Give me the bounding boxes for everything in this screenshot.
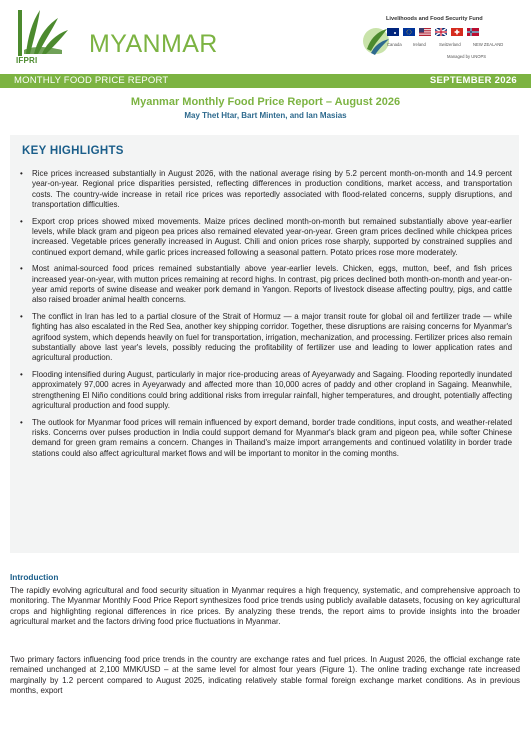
flag-norway-icon bbox=[467, 28, 479, 36]
highlight-item bbox=[20, 264, 512, 305]
highlight-text: Flooding intensified during August, particularly in major rice-producing areas of Ayeyarwady and Sagaing. Flooding reportedly inundated approximately 97,000 acres in Ayeyarwady and affected more than 10,000 acres of paddy and other cropland in Sagaing. Meanwhile, strengthening El Niño conditions could bring additional risks from irregular rainfall, higher temperatures, and drought, potentially affecting agricultural production and food supply. bbox=[32, 370, 512, 410]
highlight-text: Rice prices increased substantially in August 2026, with the national average rising by 5.2 percent month-on-month and 14.9 percent year-on-year. Regional price disparities persisted, reflecting differences in production conditions, market access, and transportation costs. The country-wide increase in retail rice prices was reportedly associated with flood-related concerns, supply disruptions, and transportation difficulties. bbox=[32, 169, 512, 209]
lift-title: Livelihoods and Food Security Fund bbox=[386, 16, 483, 22]
report-title: Myanmar Monthly Food Price Report – August 2026 bbox=[130, 96, 401, 108]
key-highlights-heading: KEY HIGHLIGHTS bbox=[22, 145, 124, 157]
donor-switzerland: Switzerland bbox=[439, 42, 461, 47]
flag-switzerland-icon bbox=[451, 28, 463, 36]
flag-australia-icon bbox=[387, 28, 399, 36]
bullet-icon: • bbox=[20, 370, 23, 380]
report-banner bbox=[0, 74, 531, 88]
highlight-text: The outlook for Myanmar food prices will remain influenced by export demand, border trade conditions, input costs, and weather-related risks. Concerns over pulses production in India could support demand for Myanmar's black gram and pigeon pea, while softer Chinese demand for green gram remains a concern. Changes in Thailand's maize import arrangements and continued volatility in border trade stations could also affect agricultural market flows and will be important to monitor in the coming months. bbox=[32, 417, 512, 458]
highlight-item bbox=[20, 312, 512, 363]
donor-ireland: Ireland bbox=[413, 42, 426, 47]
bullet-icon: • bbox=[20, 169, 23, 178]
intro-paragraph: The rapidly evolving agricultural and food security situation in Myanmar requires a high frequency, systematic, and comprehensive approach to monitoring. The Myanmar Monthly Food Price Report synthesizes food price trends using publicly available datasets, focusing on key agricultural crops and highlighting regional differences in rice prices. By analyzing these trends, the report aims to provide insights into the broader agricultural market and the factors driving food price fluctuations in Myanmar. bbox=[10, 586, 520, 626]
unops-credit: Managed by UNOPS bbox=[447, 54, 487, 59]
ifpri-wordmark: IFPRI bbox=[16, 56, 38, 65]
donor-canada: Canada bbox=[387, 42, 402, 47]
highlight-text: Export crop prices showed mixed movements. Maize prices declined month-on-month but remained substantially above year-earlier levels, while black gram and pigeon pea prices also remained elevated year-on-year. Green gram prices declined while chickpea prices increased. Vegetable prices generally increased in August. Chili and onion prices rose sharply, supported by constrained supplies and continued export demand, while garlic prices increased following a seasonal pattern. Potato prices rose more moderately. bbox=[32, 216, 512, 257]
key-highlights-box bbox=[10, 135, 519, 553]
donor-new-zealand: NEW ZEALAND bbox=[473, 42, 504, 47]
banner-issue-date: SEPTEMBER 2026 bbox=[429, 75, 517, 86]
introduction-heading: Introduction bbox=[10, 572, 59, 582]
highlight-item bbox=[20, 169, 512, 210]
bullet-icon: • bbox=[20, 417, 23, 427]
report-authors: May Thet Htar, Bart Minten, and Ian Masias bbox=[184, 111, 347, 120]
lift-fund-logo bbox=[347, 16, 517, 68]
intro-paragraph: Two primary factors influencing food price trends in the country are exchange rates and fuel prices. In August 2026, the official exchange rate remained unchanged at 2,100 MMK/USD – at the same level for almost four years (Figure 1). The online trading exchange rate increased marginally by 1.2 percent compared to August 2025, indicating relatively stable formal foreign exchange market conditions. As in previous months, export bbox=[10, 655, 520, 695]
bullet-icon: • bbox=[20, 216, 23, 226]
highlight-text: The conflict in Iran has led to a partial closure of the Strait of Hormuz — a major transit route for global oil and fertilizer trade — while fighting has also escalated in the Red Sea, another key shipping corridor. Together, these disruptions are raising concerns for Myanmar's agrifood system, which depends heavily on fuel for transportation, irrigation, mechanization, and processing. Fertilizer prices also remain substantially above last year's levels, possibly reducing the profitability of fertilizer use and leading to lower application rates and agricultural production. bbox=[32, 312, 512, 363]
key-highlights-list bbox=[20, 169, 512, 465]
bullet-icon: • bbox=[20, 312, 23, 322]
highlight-item bbox=[20, 418, 512, 459]
flag-usa-icon bbox=[419, 28, 431, 36]
highlight-item bbox=[20, 217, 512, 258]
flag-uk-icon bbox=[435, 28, 447, 36]
country-title: MYANMAR bbox=[89, 30, 218, 58]
bullet-icon: • bbox=[20, 264, 23, 274]
banner-series-label: MONTHLY FOOD PRICE REPORT bbox=[14, 75, 169, 86]
highlight-item bbox=[20, 370, 512, 411]
highlight-text: Most animal-sourced food prices remained substantially above year-earlier levels. Chicken, eggs, mutton, beef, and fish prices increased year-on-year, with mutton prices remaining at record highs. In contrast, pig prices declined both month-on-month and year-on-year amid reports of swine disease and weaker pork demand in Yangon. Reports of livestock disease affecting poultry, pigs, and cattle also raised broader animal health concerns. bbox=[32, 264, 512, 305]
flag-eu-icon bbox=[403, 28, 415, 36]
report-header bbox=[0, 0, 531, 74]
